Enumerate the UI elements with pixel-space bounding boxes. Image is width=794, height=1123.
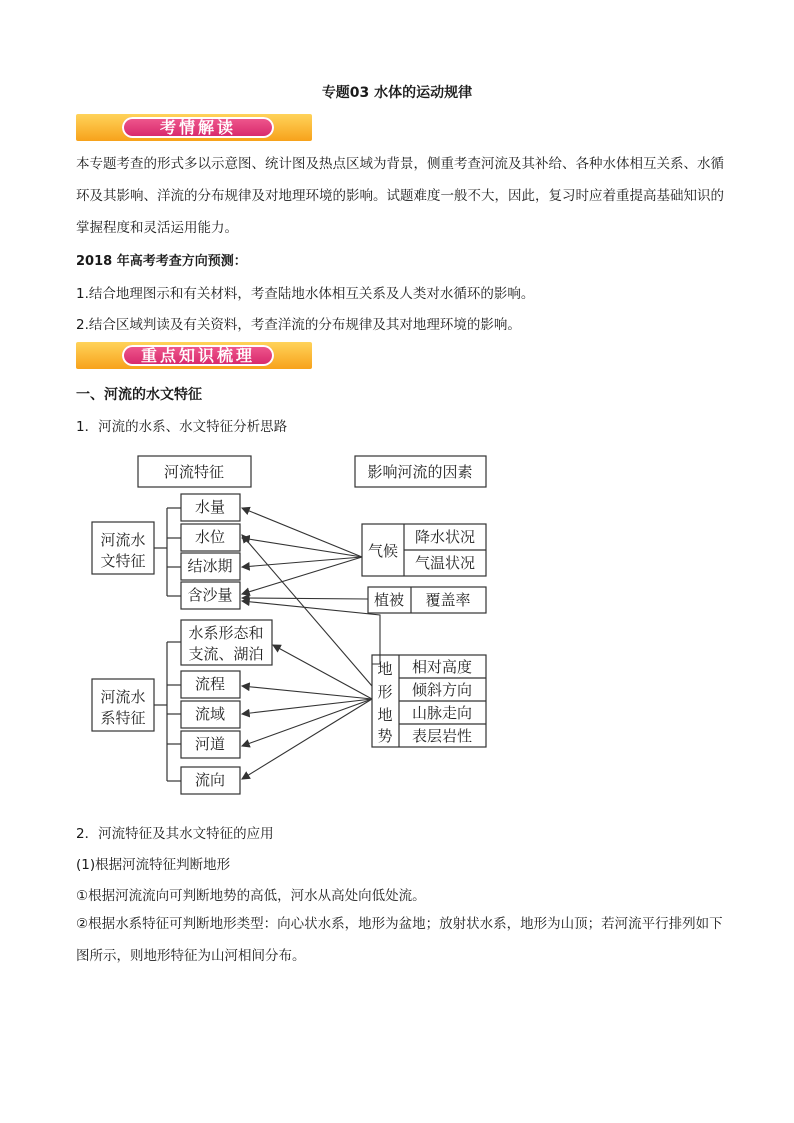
subsection-heading: 1．河流的水系、水文特征分析思路 (76, 419, 288, 435)
vegetation-item: 覆盖率 (425, 591, 471, 609)
group-hydro-label: 河流水 (100, 531, 146, 549)
system-item: 支流、湖泊 (188, 645, 264, 663)
terrain-item: 相对高度 (411, 658, 473, 676)
header-influencing-factors: 影响河流的因素 (367, 463, 473, 481)
point-1: ①根据河流流向可判断地势的高低，河水从高处向低处流。 (76, 888, 426, 904)
system-item: 水系形态和 (188, 624, 264, 642)
point-2: ②根据水系特征可判断地形类型：向心状水系，地形为盆地；放射状水系，地形为山顶；若河流平行排列如下图所示，则地形特征为山河相间分布。 (76, 916, 723, 964)
system-item: 流域 (194, 705, 226, 723)
factor-terrain: 地 (377, 706, 393, 724)
header-river-features: 河流特征 (163, 463, 225, 481)
forecast-item-2: 2.结合区域判读及有关资料，考查洋流的分布规律及其对地理环境的影响。 (76, 317, 521, 333)
hydro-item: 水量 (194, 498, 226, 516)
factor-vegetation: 植被 (373, 591, 405, 609)
terrain-item: 山脉走向 (411, 704, 473, 722)
hydro-item: 结冰期 (187, 557, 233, 575)
page-title: 专题03 水体的运动规律 (321, 85, 473, 101)
terrain-item: 倾斜方向 (411, 681, 473, 699)
forecast-title: 2018 年高考考查方向预测： (76, 254, 247, 269)
climate-item: 降水状况 (414, 528, 476, 546)
intro-paragraph: 本专题考查的形式多以示意图、统计图及热点区域为背景，侧重考查河流及其补给、各种水体相互关系、水循环及其影响、洋流的分布规律及对地理环境的影响。试题难度一般不大，因此，复习时应着重提高基础知识的掌握程度和灵活运用能力。 (76, 156, 724, 236)
system-item: 河道 (194, 735, 226, 753)
hydro-item: 含沙量 (187, 586, 233, 604)
forecast-item-1: 1.结合地理图示和有关材料，考查陆地水体相互关系及人类对水循环的影响。 (76, 286, 535, 302)
factor-terrain: 形 (377, 683, 393, 701)
factor-terrain: 地 (377, 660, 393, 678)
section-heading: 一、河流的水文特征 (76, 387, 202, 403)
terrain-item: 表层岩性 (411, 727, 473, 745)
system-item: 流向 (194, 771, 226, 789)
factor-terrain: 势 (377, 727, 393, 745)
banner-label: 考情解读 (159, 118, 236, 137)
banner-label: 重点知识梳理 (140, 346, 255, 365)
factor-climate: 气候 (367, 542, 399, 560)
hydro-item: 水位 (194, 528, 226, 546)
group-hydro-label: 文特征 (100, 552, 146, 570)
group-system-label: 河流水 (100, 688, 146, 706)
subsection-item: (1)根据河流特征判断地形 (76, 857, 231, 873)
subsection-heading-2: 2．河流特征及其水文特征的应用 (76, 826, 274, 842)
system-item: 流程 (194, 675, 226, 693)
group-system-label: 系特征 (100, 709, 146, 727)
climate-item: 气温状况 (414, 554, 476, 572)
